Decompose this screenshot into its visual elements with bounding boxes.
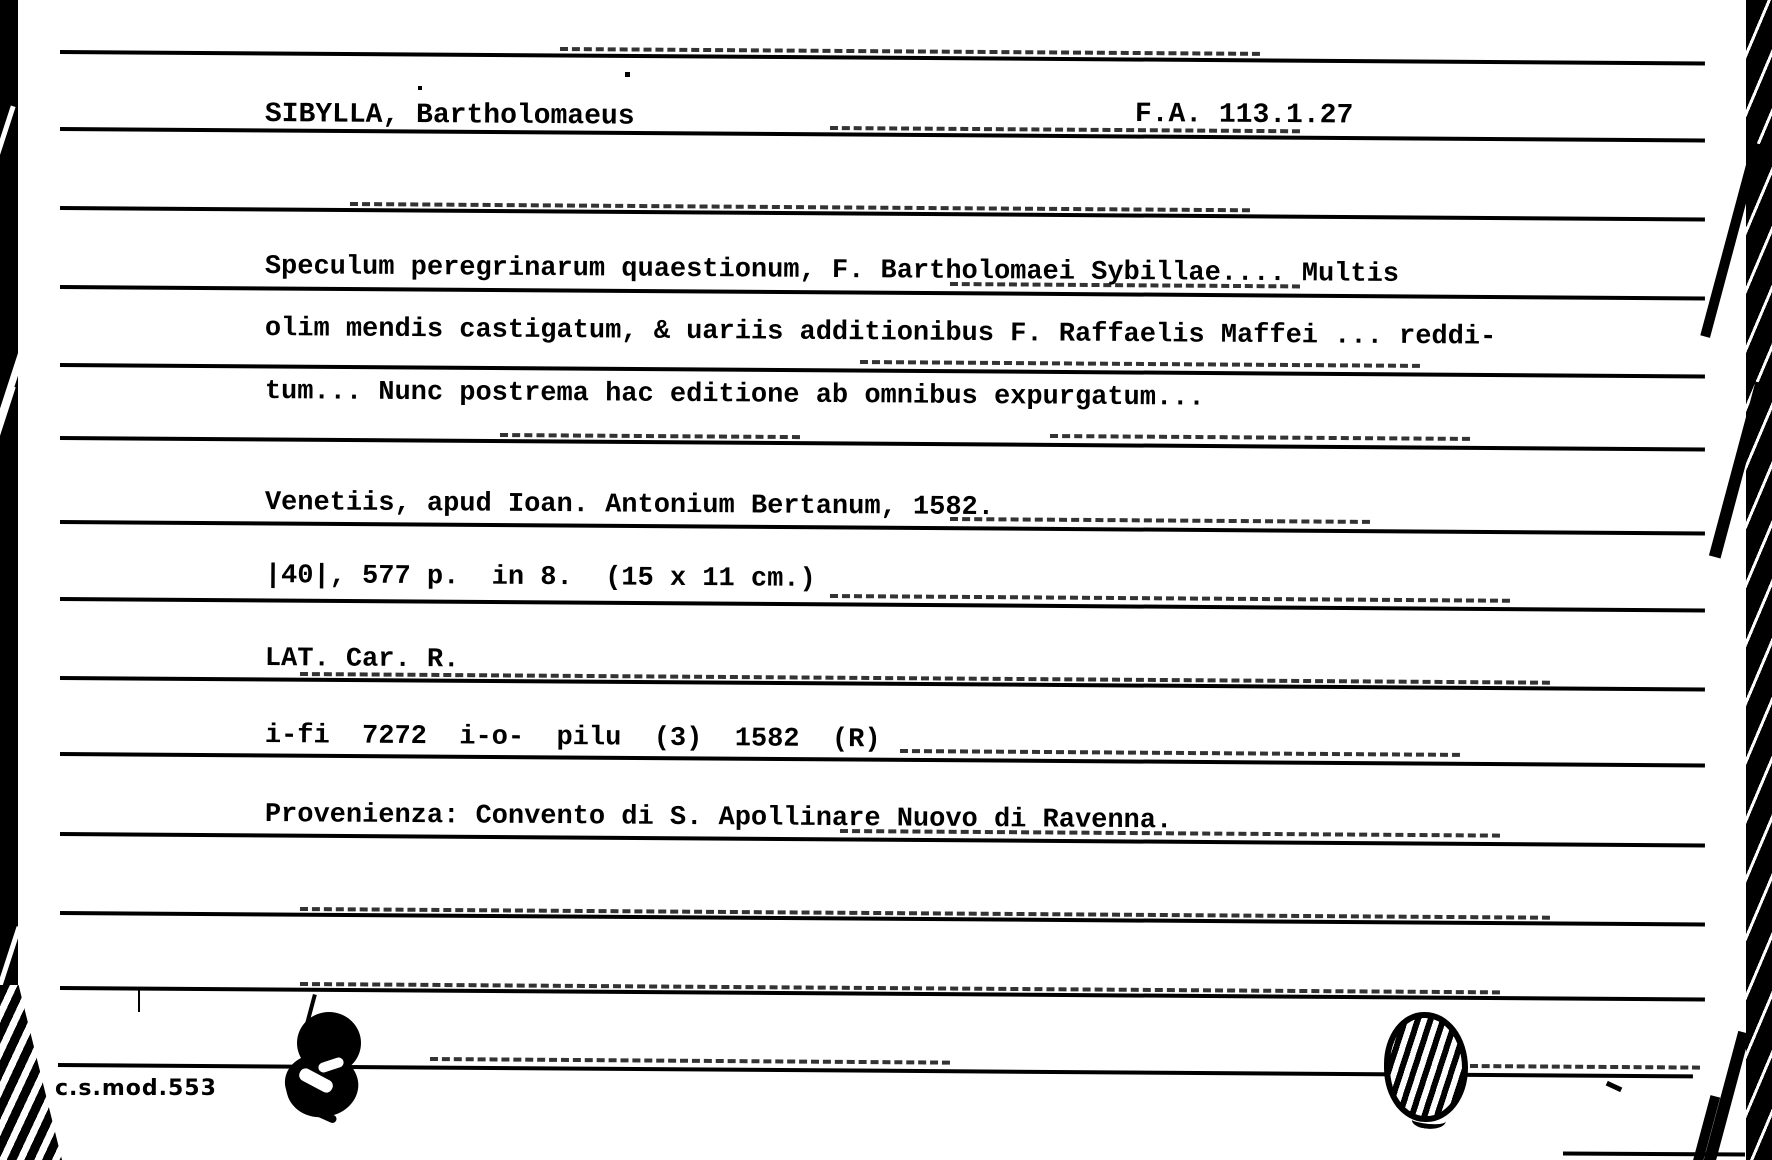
line-speckle	[1050, 434, 1470, 441]
title-line-1: Speculum peregrinarum quaestionum, F. Bartholomaei Sybillae.... Multis	[264, 251, 1400, 290]
grommet-circle	[1384, 1012, 1468, 1122]
line-speckle	[860, 360, 1420, 368]
call-number: F.A. 113.1.27	[1134, 98, 1354, 132]
imprint-line: Venetiis, apud Ioan. Antonium Bertanum, 1582.	[264, 487, 995, 524]
title-line-2: olim mendis castigatum, & uariis additionibus F. Raffaelis Maffei ... reddi-	[264, 313, 1497, 353]
title-line-3: tum... Nunc postrema hac editione ab omnibus expurgatum...	[264, 376, 1205, 414]
line-speckle	[830, 594, 1510, 603]
provenance-line: Provenienza: Convento di S. Apollinare Nuovo di Ravenna.	[264, 799, 1173, 837]
collation-line: |40|, 577 p. in 8. (15 x 11 cm.)	[264, 560, 816, 595]
ink-speck	[625, 72, 630, 77]
form-number: c.s.mod.553	[55, 1076, 217, 1101]
line-speckle	[430, 1057, 950, 1065]
line-speckle	[500, 433, 800, 439]
scan-corner-hatch-bl	[0, 985, 62, 1160]
ink-tick	[1606, 1081, 1623, 1092]
line-speckle	[900, 749, 1460, 757]
ink-scratch	[138, 988, 140, 1012]
card-heading: SIBYLLA, Bartholomaeus	[264, 98, 635, 133]
line-speckle	[950, 517, 1370, 524]
grommet-tail	[1411, 1110, 1447, 1132]
ink-speck	[418, 86, 422, 90]
language-note: LAT. Car. R.	[264, 643, 460, 676]
inventory-line: i-fi 7272 i-o- pilu (3) 1582 (R)	[264, 720, 881, 756]
line-speckle	[1470, 1064, 1700, 1070]
